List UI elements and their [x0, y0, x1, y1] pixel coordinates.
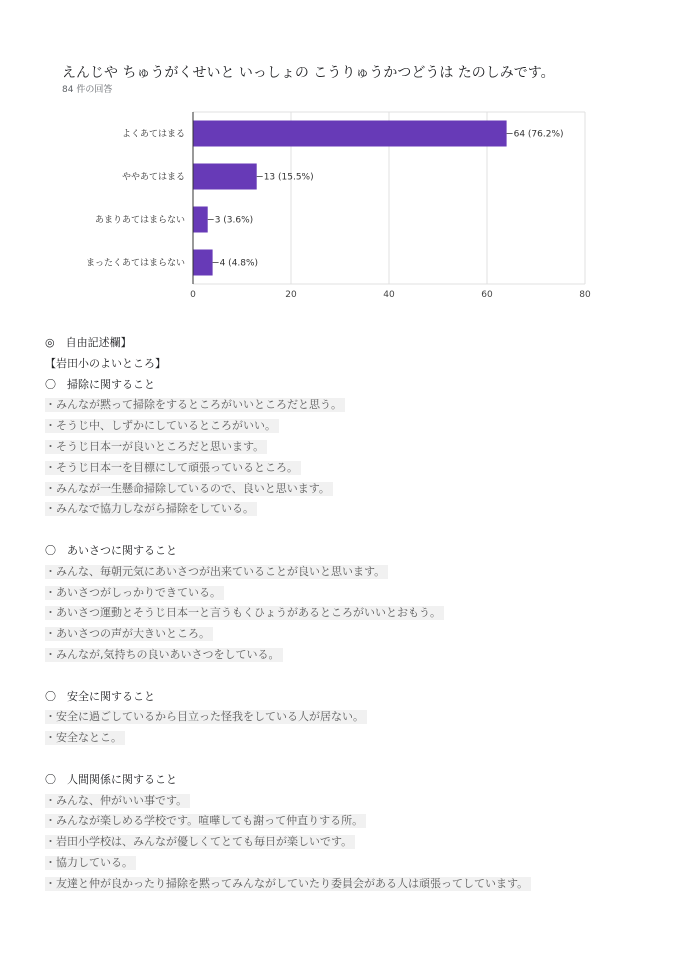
section-title: 〇 人間関係に関すること: [45, 772, 177, 786]
comment-item: [45, 479, 645, 500]
free-comments: [45, 333, 645, 895]
bar: [193, 164, 257, 190]
data-label: 64 (76.2%): [513, 129, 564, 140]
comment-text: ・岩田小学校は、みんなが優しくてとても毎日が楽しいです。: [45, 835, 355, 849]
comment-item: [45, 416, 645, 437]
comment-text: ・そうじ日本一が良いところだと思います。: [45, 440, 267, 454]
comment-text: ・みんなが黙って掃除をするところがいいところだと思う。: [45, 398, 345, 412]
school-heading: 【岩田小のよいところ】: [45, 356, 166, 370]
category-label: まったくあてはまらない: [85, 258, 185, 269]
comment-sections: [45, 375, 645, 895]
comment-text: ・そうじ日本一を目標にして頑張っているところ。: [45, 461, 301, 475]
comment-text: ・みんな、毎朝元気にあいさつが出来ていることが良いと思います。: [45, 565, 388, 579]
comment-item: [45, 707, 645, 728]
comment-item: [45, 853, 645, 874]
data-label: 13 (15.5%): [263, 172, 314, 183]
bar: [193, 250, 213, 276]
comment-item: [45, 791, 645, 812]
data-label: 4 (4.8%): [219, 258, 259, 269]
category-label: よくあてはまる: [121, 129, 185, 140]
x-tick-label: 0: [190, 290, 196, 300]
comment-text: ・あいさつの声が大きいところ。: [45, 627, 213, 641]
x-tick-label: 40: [383, 290, 395, 300]
section-title: 〇 掃除に関すること: [45, 377, 155, 391]
comment-item: [45, 603, 645, 624]
section-title: 〇 あいさつに関すること: [45, 543, 177, 557]
comment-item: [45, 645, 645, 666]
section-spacer: [45, 520, 645, 541]
response-count: 84 件の回答: [62, 85, 113, 95]
comment-text: ・みんなが楽しめる学校です。喧嘩しても謝って仲直りする所。: [45, 814, 366, 828]
comment-text: ・安全なとこ。: [45, 731, 125, 745]
comment-item: [45, 562, 645, 583]
comment-text: ・みんなが,気持ちの良いあいさつをしている。: [45, 648, 283, 662]
comment-text: ・協力している。: [45, 856, 136, 870]
x-tick-label: 20: [285, 290, 297, 300]
comment-text: ・みんな、仲がいい事です。: [45, 794, 190, 808]
data-label: 3 (3.6%): [214, 215, 254, 226]
comment-item: [45, 437, 645, 458]
section-spacer: [45, 749, 645, 770]
comment-item: [45, 728, 645, 749]
comment-item: [45, 395, 645, 416]
bar-chart: [0, 100, 687, 310]
free-heading: ◎ 自由記述欄】: [45, 336, 132, 349]
category-label: ややあてはまる: [121, 172, 185, 183]
section-spacer: [45, 666, 645, 687]
comment-item: [45, 583, 645, 604]
comment-text: ・安全に過ごしているから目立った怪我をしている人が居ない。: [45, 710, 367, 724]
x-tick-label: 60: [481, 290, 493, 300]
comment-item: [45, 458, 645, 479]
comment-item: [45, 624, 645, 645]
comment-text: ・友達と仲が良かったり掃除を黙ってみんながしていたり委員会がある人は頑張ってしています。: [45, 877, 531, 891]
section-title: 〇 安全に関すること: [45, 689, 155, 703]
bar: [193, 207, 208, 233]
bar: [193, 121, 507, 147]
comment-text: ・みんなで協力しながら掃除をしている。: [45, 502, 257, 516]
question-title: えんじや ちゅうがくせいと いっしょの こうりゅうかつどうは たのしみです。: [62, 65, 555, 81]
comment-text: ・あいさつがしっかりできている。: [45, 586, 224, 600]
comment-item: [45, 811, 645, 832]
category-label: あまりあてはまらない: [94, 215, 185, 226]
comment-item: [45, 874, 645, 895]
comment-item: [45, 832, 645, 853]
comment-item: [45, 499, 645, 520]
x-tick-label: 80: [579, 290, 591, 300]
comment-text: ・あいさつ運動とそうじ日本一と言うもくひょうがあるところがいいとおもう。: [45, 606, 444, 620]
comment-text: ・そうじ中、しずかにしているところがいい。: [45, 419, 279, 433]
comment-text: ・みんなが一生懸命掃除しているので、良いと思います。: [45, 482, 333, 496]
